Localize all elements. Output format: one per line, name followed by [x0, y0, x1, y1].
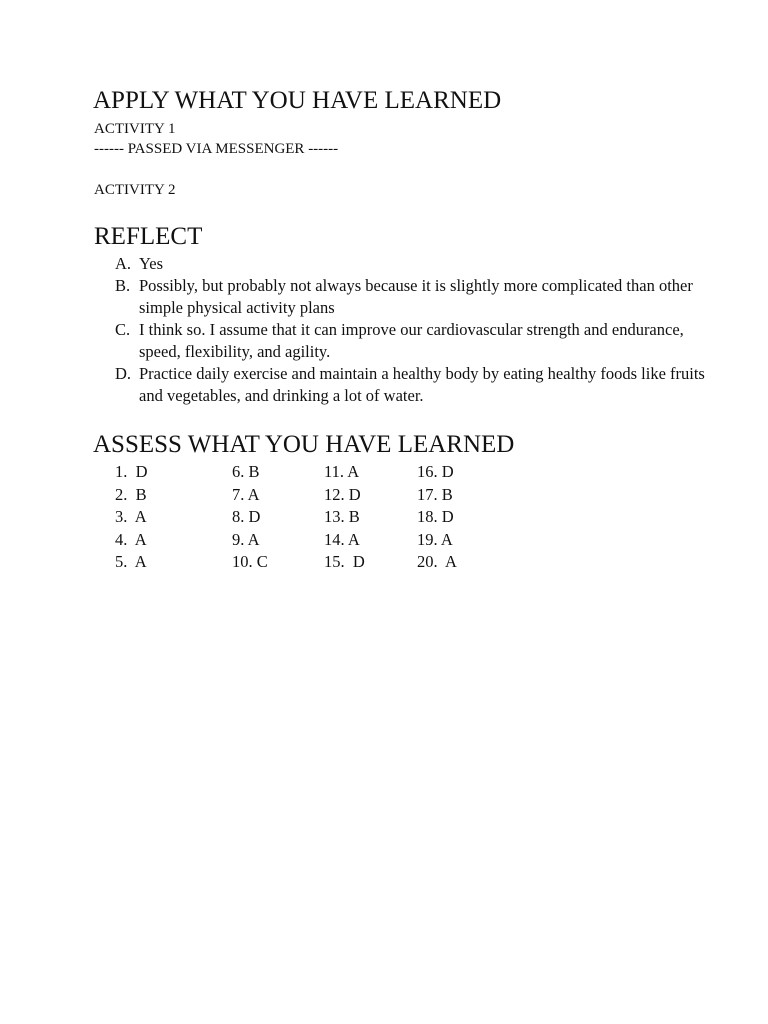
reflect-heading: REFLECT [94, 223, 203, 250]
answer-item: 14. A [324, 529, 360, 549]
answer-item: 20. A [417, 552, 457, 571]
answer-item: 1. D [115, 462, 148, 481]
answer-item: 9. A [232, 529, 260, 549]
answer-item: 7. A [232, 484, 260, 504]
activity-1-note: ------ PASSED VIA MESSENGER ------ [94, 141, 339, 157]
reflect-item-marker: B. [115, 276, 131, 295]
reflect-item-text: Possibly, but probably not always because it is slightly more complicated than other simple physical activity plans [139, 276, 693, 317]
apply-heading: APPLY WHAT YOU HAVE LEARNED [93, 87, 502, 114]
answer-item: 13. B [324, 507, 360, 526]
answer-item: 10. C [232, 552, 268, 571]
reflect-item-marker: C. [115, 320, 131, 339]
assess-heading: ASSESS WHAT YOU HAVE LEARNED [93, 431, 515, 458]
answer-item: 5. A [115, 552, 147, 571]
answer-item: 12. D [324, 484, 361, 504]
answer-item: 17. B [417, 484, 453, 504]
answer-item: 6. B [232, 462, 260, 481]
answer-item: 3. A [115, 507, 147, 526]
reflect-item-text: Yes [139, 254, 164, 273]
reflect-item-marker: D. [115, 364, 132, 383]
activity-1-label: ACTIVITY 1 [94, 121, 176, 137]
reflect-item-b [115, 275, 715, 319]
reflect-item-a [115, 253, 715, 275]
answer-item: 2. B [115, 484, 147, 504]
answer-item: 19. A [417, 529, 453, 549]
answer-item: 11. A [324, 462, 360, 481]
reflect-list [115, 253, 715, 407]
answer-item: 4. A [115, 529, 147, 549]
answer-item: 16. D [417, 462, 454, 481]
activity-2-label: ACTIVITY 2 [94, 182, 176, 198]
answer-item: 15. D [324, 552, 365, 571]
reflect-item-d [115, 363, 715, 407]
answer-item: 18. D [417, 507, 454, 526]
reflect-item-text: I think so. I assume that it can improve our cardiovascular strength and endurance, speed, flexibility, and agility. [139, 320, 684, 361]
reflect-item-marker: A. [115, 254, 132, 273]
reflect-item-text: Practice daily exercise and maintain a healthy body by eating healthy foods like fruits and vegetables, and drinking a lot of water. [139, 364, 705, 405]
reflect-item-c [115, 319, 715, 363]
answer-item: 8. D [232, 507, 261, 526]
